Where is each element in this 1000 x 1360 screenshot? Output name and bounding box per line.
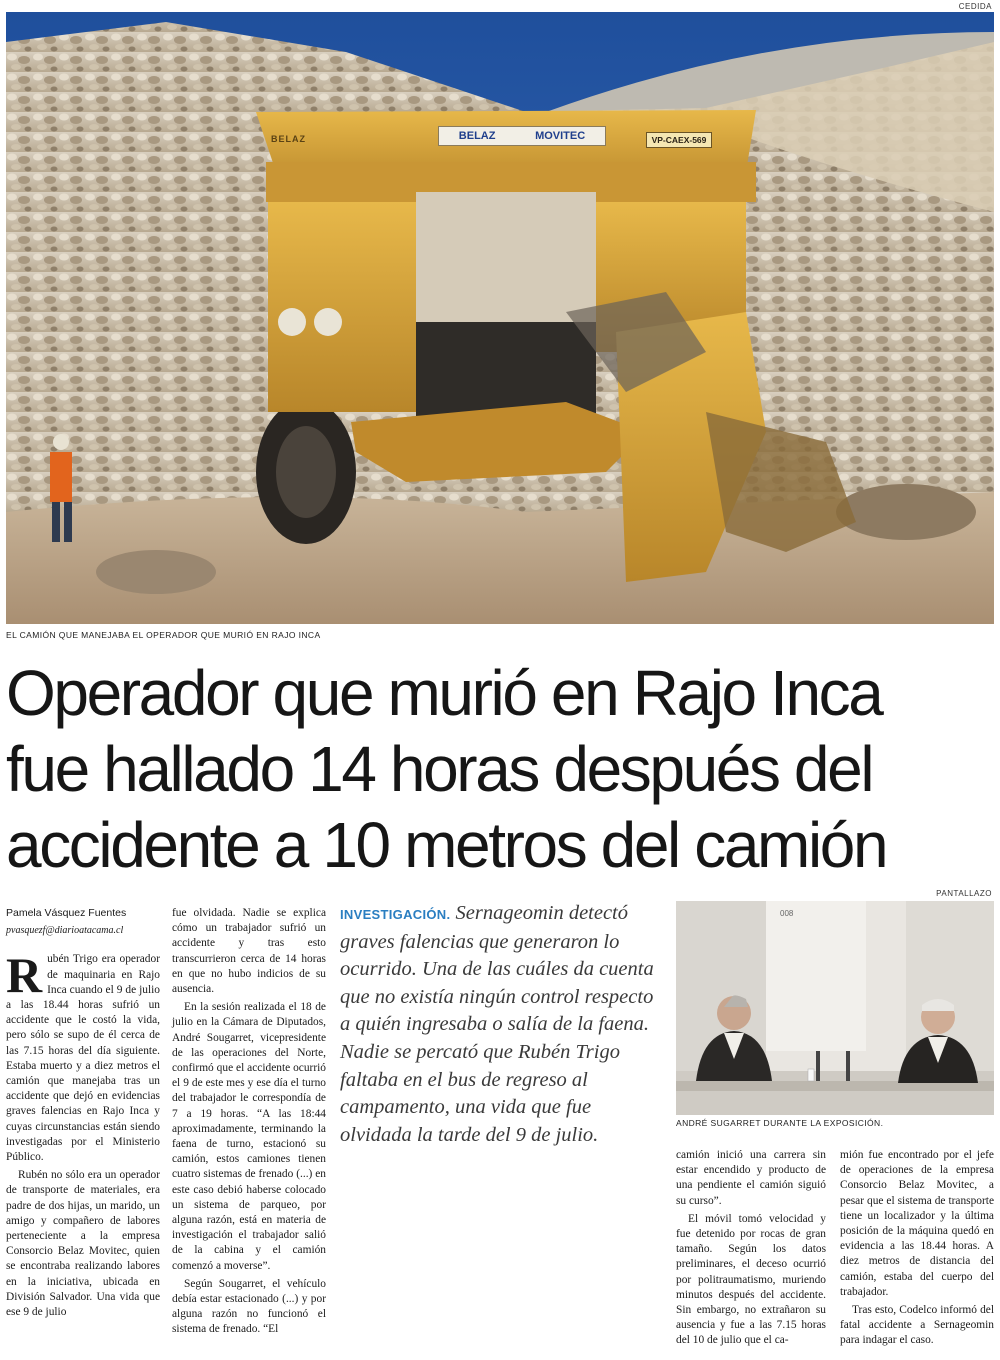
article-column-2 — [172, 906, 326, 1341]
paragraph: Según Sougarret, el vehículo debía estar estacionado (...) y por alguna razón no funcionó el sistema de frenado. “El — [172, 1277, 326, 1336]
paragraph: En la sesión realizada el 18 de julio en la Cámara de Diputados, André Sougarret, vicepresidente de las operaciones del Norte, confirmó que el accidente ocurrió el 9 de este mes y ese día el turno del trabajador le correspondía de 7 a 19 horas. “A las 18:44 aproximadamente, terminando la faena de turno, estacionó su camión, estos camiones tienen cuatro sistemas de frenado (...) en este caso debió haberse colocado un sistema de parqueo, por alguna razón, está en materia de investigación el trabajador salió de la cabina y el camión comenzó a moverse”. — [172, 1001, 326, 1272]
paragraph: camión inició una carrera sin estar encendido y producto de una pendiente el camión siguió su curso”. — [676, 1149, 826, 1207]
screenshot-photo — [676, 901, 994, 1115]
truck-plate: VP-CAEX-569 — [646, 132, 712, 148]
article-column-4 — [840, 1148, 994, 1352]
pull-quote-text: Sernageomin detectó graves falencias que generaron lo ocurrido. Una de las cuáles da cuenta que no existía ningún control respecto a quién ingresaba o salía de la faena. Nadie se percató que Rubén Trigo faltaba en el bus de regreso al campamento, una vida que fue olvidada la tarde del 9 de julio. — [340, 902, 654, 1146]
paragraph: fue olvidada. Nadie se explica cómo un trabajador sufrió un accidente y tras esto transcurrieron cerca de 14 horas en que no hubo indicios de su ausencia. — [172, 907, 326, 996]
main-photo — [6, 12, 994, 624]
article-column-1 — [6, 906, 160, 1323]
screenshot-caption: ANDRÉ SUGARRET DURANTE LA EXPOSICIÓN. — [676, 1118, 884, 1128]
truck-sign-text: BELAZ — [458, 130, 496, 142]
screenshot-credit: PANTALLAZO — [936, 889, 992, 898]
dropcap: R — [6, 947, 43, 1004]
pull-quote-label: INVESTIGACIÓN. — [340, 907, 451, 922]
truck-sign-brand: MOVITEC — [535, 130, 586, 142]
byline-author: Pamela Vásquez Fuentes — [6, 907, 127, 919]
truck-accident-illustration — [6, 12, 994, 624]
byline-email: pvasquezf@diarioatacama.cl — [6, 925, 124, 937]
photo-credit: CEDIDA — [958, 2, 992, 11]
article-column-3 — [676, 1148, 826, 1352]
headline-line-1: Operador que murió en Rajo Inca — [6, 657, 882, 729]
headline-line-2: fue hallado 14 horas después del — [6, 733, 873, 805]
paragraph: ubén Trigo era operador de maquinaria en Rajo Inca cuando el 9 de julio a las 18.44 horas sufrió un accidente que le costó la vida, pero sólo se supo de él cerca de las 7.15 horas del día siguiente. Estaba muerto y a diez metros el camión que manejaba tras un accidente que dejó en evidencias graves falencias en Rajo Inca y cuyas circunstancias están siendo investigadas por el Ministerio Público. — [6, 953, 160, 1164]
truck-company-sign — [438, 126, 606, 146]
pull-quote — [340, 900, 660, 1149]
main-photo-caption: EL CAMIÓN QUE MANEJABA EL OPERADOR QUE MURIÓ EN RAJO INCA — [6, 630, 321, 640]
paragraph: mión fue encontrado por el jefe de operaciones de la empresa Consorcio Belaz Movitec, a pesar que el sistema de transporte tiene un localizador y la última posición de la máquina quedó en evidencia a las 18.44 horas. A diez metros de distancia del camión, estaba del cuerpo del trabajador. — [840, 1149, 994, 1298]
headline — [6, 655, 996, 883]
truck-brand-left: BELAZ — [271, 134, 306, 144]
paragraph: Rubén no sólo era un operador de transporte de materiales, era padre de dos hijas, un marido, un amigo y compañero de labores perteneciente a la empresa Consorcio Belaz Movitec, quien se encontraba realizando labores en la iniciativa, ubicada en División Salvador. Una vida que ese 9 de julio — [6, 1169, 160, 1319]
hearing-illustration — [676, 901, 994, 1115]
room-label: 008 — [780, 909, 794, 918]
paragraph: El móvil tomó velocidad y fue detenido por rocas de gran tamaño. Según los datos preliminares, el deceso ocurrió por politraumatismo, muriendo minutos después del accidente. Sin embargo, no extrañaron su ausencia y fue a las 7.15 horas del 10 de julio que el ca- — [676, 1212, 826, 1347]
headline-line-3: accidente a 10 metros del camión — [6, 809, 887, 881]
paragraph: Tras esto, Codelco informó del fatal accidente a Sernageomin para indagar el caso. — [840, 1304, 994, 1347]
